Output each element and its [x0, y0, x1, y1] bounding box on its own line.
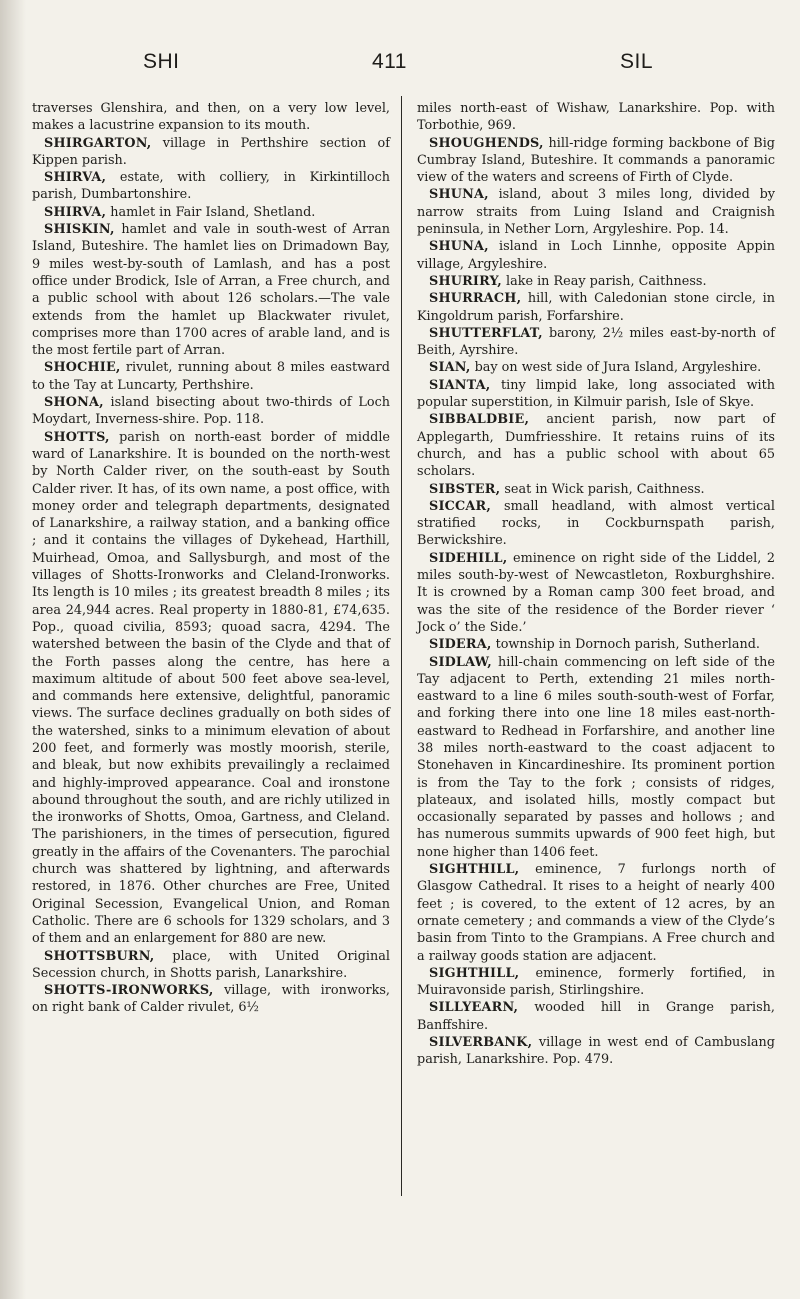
entry-headword: SHOTTSBURN,: [44, 948, 155, 964]
entry-headword: SHIRGARTON,: [44, 135, 152, 151]
gazetteer-entry: [32, 359, 390, 394]
entry-text: hill-chain commencing on left side of the Tay adjacent to Perth, extending 21 miles north-eastward to a line 6 miles south-south-west of Forfar, and forking there into one line 18 miles east-north-eastward to Redhead in Forfarshire, and another line 38 miles north-eastward to the coast adjacent to Stonehaven in Kincardineshire. Its prominent portion is from the Tay to the fork ; consists of ridges, plateaux, and isolated hills, mostly compact but occasionally separated by passes and hollows ; and has numerous summits upwards of 900 feet high, but none higher than 1406 feet.: [417, 654, 775, 860]
entry-headword: SHUNA,: [429, 187, 489, 203]
header-first-word: SHI: [143, 50, 180, 73]
entry-headword: SHOTTS-IRONWORKS,: [44, 983, 214, 999]
entry-text: estate, with colliery, in Kirkintilloch parish, Dumbartonshire.: [32, 170, 390, 203]
page-gutter-shadow: [0, 0, 26, 1299]
entry-text: island bisecting about two-thirds of Loch Moydart, Inverness-shire. Pop. 118.: [32, 395, 390, 428]
right-column: [417, 100, 775, 1069]
gazetteer-entry: [417, 965, 775, 1000]
entry-text: township in Dornoch parish, Sutherland.: [491, 637, 760, 653]
entry-text: eminence, 7 furlongs north of Glasgow Cathedral. It rises to a height of nearly 400 feet ; is covered, to the extent of 12 acres, by an ornate cemetery ; and commands a view of the Clyde’s basin from Tinto to the Grampians. A Free church and a railway goods station are adjacent.: [417, 862, 775, 964]
entry-text: parish on north-east border of middle ward of Lanarkshire. It is bounded on the north-west by North Calder river, on the south-east by South Calder river. It has, of its own name, a post office, with money order and telegraph departments, designated of Lanarkshire, a railway station, and a banking office ; and it contains the villages of Dykehead, Harthill, Muirhead, Omoa, and Sallysburgh, and most of the villages of Shotts-Ironworks and Cleland-Ironworks. Its length is 10 miles ; its greatest breadth 8 miles ; its area 24,944 acres. Real property in 1880-81, £74,635. Pop., quoad civilia, 8593; quoad sacra, 4294. The watershed between the basin of the Clyde and that of the Forth passes along the centre, has here a maximum altitude of about 500 feet above sea-level, and commands here extensive, delightful, panoramic views. The surface declines gradually on both sides of the watershed, sinks to a minimum elevation of about 200 feet, and formerly was mostly moorish, sterile, and bleak, but now exhibits prevailingly a reclaimed and highly-improved appearance. Coal and ironstone abound throughout the south, and are richly utilized in the ironworks of Shotts, Omoa, Gartness, and Cleland. The parishioners, in the times of persecution, figured greatly in the affairs of the Covenanters. The parochial church was shattered by lightning, and afterwards restored, in 1876. Other churches are Free, United Original Secession, Evangelical Union, and Roman Catholic. There are 6 schools for 1329 scholars, and 3 of them and an enlargement for 880 are new.: [32, 429, 390, 947]
entry-headword: SHOCHIE,: [44, 360, 121, 376]
entry-text: ancient parish, now part of Applegarth, Dumfriesshire. It retains ruins of its church, and has a public school with about 65 scholars.: [417, 412, 775, 480]
entry-text: tiny limpid lake, long associated with popular superstition, in Kilmuir parish, Isle of Skye.: [417, 377, 775, 411]
entry-text: village, with ironworks, on right bank of Calder rivulet, 6½: [32, 983, 390, 1016]
gazetteer-entry: [417, 999, 775, 1034]
gazetteer-entry: [417, 654, 775, 862]
entry-headword: SIDEHILL,: [429, 550, 508, 566]
entry-text: lake in Reay parish, Caithness.: [501, 273, 707, 289]
gazetteer-entry: [32, 394, 390, 429]
entry-headword: SIBBALDBIE,: [429, 412, 530, 428]
gazetteer-entry: [417, 636, 775, 653]
entry-text: small headland, with almost vertical stratified rocks, in Cockburnspath parish, Berwickshire.: [417, 498, 775, 549]
gazetteer-entry: [417, 238, 775, 273]
entry-text: miles north-east of Wishaw, Lanarkshire. Pop. with Torbothie, 969.: [417, 101, 775, 134]
gazetteer-entry: [417, 377, 775, 412]
running-header: [0, 50, 800, 74]
gazetteer-entry: [417, 481, 775, 498]
entry-headword: SIGHTHILL,: [429, 862, 520, 878]
entry-text: hill, with Caledonian stone circle, in Kingoldrum parish, Forfarshire.: [417, 291, 775, 324]
entry-text: eminence on right side of the Liddel, 2 miles south-by-west of Newcastleton, Roxburghshire. It is crowned by a Roman camp 300 feet broad, and was the site of the residence of the Border riever ‘ Jock o’ the Side.’: [417, 550, 775, 635]
header-last-word: SIL: [620, 50, 654, 73]
entry-headword: SHIRVA,: [44, 170, 107, 186]
entry-headword: SICCAR,: [429, 498, 492, 514]
gazetteer-entry: [32, 948, 390, 983]
entry-text: eminence, formerly fortified, in Muiravonside parish, Stirlingshire.: [417, 965, 775, 999]
entry-headword: SHIRVA,: [44, 204, 107, 220]
gazetteer-entry: [32, 135, 390, 170]
entry-text: traverses Glenshira, and then, on a very low level, makes a lacustrine expansion to its mouth.: [32, 101, 390, 134]
entry-headword: SIGHTHILL,: [429, 965, 520, 981]
entry-headword: SIDLAW,: [429, 654, 492, 670]
gazetteer-entry: [417, 273, 775, 290]
entry-headword: SIANTA,: [429, 377, 491, 393]
entry-text: hill-ridge forming backbone of Big Cumbray Island, Buteshire. It commands a panoramic view of the waters and screens of Firth of Clyde.: [417, 135, 775, 186]
entry-text: place, with United Original Secession church, in Shotts parish, Lanarkshire.: [32, 948, 390, 981]
entry-headword: SHONA,: [44, 395, 104, 411]
gazetteer-entry: [417, 550, 775, 636]
entry-headword: SILLYEARN,: [429, 1000, 519, 1016]
entry-headword: SIDERA,: [429, 637, 492, 653]
entry-text: rivulet, running about 8 miles eastward to the Tay at Luncarty, Perthshire.: [32, 360, 390, 393]
gazetteer-entry: [417, 135, 775, 187]
left-column: [32, 100, 390, 1017]
entry-text: hamlet and vale in south-west of Arran Island, Buteshire. The hamlet lies on Drimadown Bay, 9 miles west-by-south of Lamlash, and has a post office under Brodick, Isle of Arran, a Free church, and a public school with about 126 scholars.—The vale extends from the hamlet up Blackwater rivulet, comprises more than 1700 acres of arable land, and is the most fertile part of Arran.: [32, 222, 390, 359]
gazetteer-entry: [417, 411, 775, 480]
gazetteer-entry: [32, 429, 390, 948]
gazetteer-entry: [417, 290, 775, 325]
gazetteer-entry: [417, 498, 775, 550]
entry-headword: SILVERBANK,: [429, 1035, 533, 1051]
column-divider: [401, 96, 402, 1196]
entry-headword: SHUTTERFLAT,: [429, 325, 543, 341]
gazetteer-entry: [32, 204, 390, 221]
gazetteer-entry: [417, 359, 775, 376]
entry-text: island, about 3 miles long, divided by narrow straits from Luing Island and Craignish peninsula, in Nether Lorn, Argyleshire. Pop. 14.: [417, 187, 775, 238]
entry-text: barony, 2½ miles east-by-north of Beith, Ayrshire.: [417, 325, 775, 359]
gazetteer-entry: [32, 982, 390, 1017]
page-number: 411: [372, 50, 407, 73]
gazetteer-entry: [417, 325, 775, 360]
entry-headword: SHISKIN,: [44, 222, 115, 238]
entry-text: island in Loch Linnhe, opposite Appin village, Argyleshire.: [417, 239, 775, 272]
entry-headword: SIBSTER,: [429, 481, 501, 497]
entry-text: hamlet in Fair Island, Shetland.: [106, 204, 316, 220]
gazetteer-entry: [417, 861, 775, 965]
entry-headword: SHURRACH,: [429, 291, 522, 307]
gazetteer-entry: [417, 1034, 775, 1069]
entry-headword: SHOTTS,: [44, 429, 110, 445]
entry-text: bay on west side of Jura Island, Argyleshire.: [470, 360, 762, 376]
gazetteer-entry: [417, 186, 775, 238]
gazetteer-entry: [32, 100, 390, 135]
entry-headword: SHURIRY,: [429, 273, 502, 289]
entry-text: wooded hill in Grange parish, Banffshire.: [417, 1000, 775, 1033]
entry-text: village in Perthshire section of Kippen parish.: [32, 135, 390, 168]
gazetteer-entry: [32, 169, 390, 204]
entry-text: seat in Wick parish, Caithness.: [500, 481, 705, 497]
gazetteer-entry: [417, 100, 775, 135]
entry-headword: SIAN,: [429, 360, 471, 376]
gazetteer-entry: [32, 221, 390, 359]
entry-headword: SHOUGHENDS,: [429, 135, 544, 151]
entry-text: village in west end of Cambuslang parish, Lanarkshire. Pop. 479.: [417, 1035, 775, 1068]
entry-headword: SHUNA,: [429, 239, 489, 255]
